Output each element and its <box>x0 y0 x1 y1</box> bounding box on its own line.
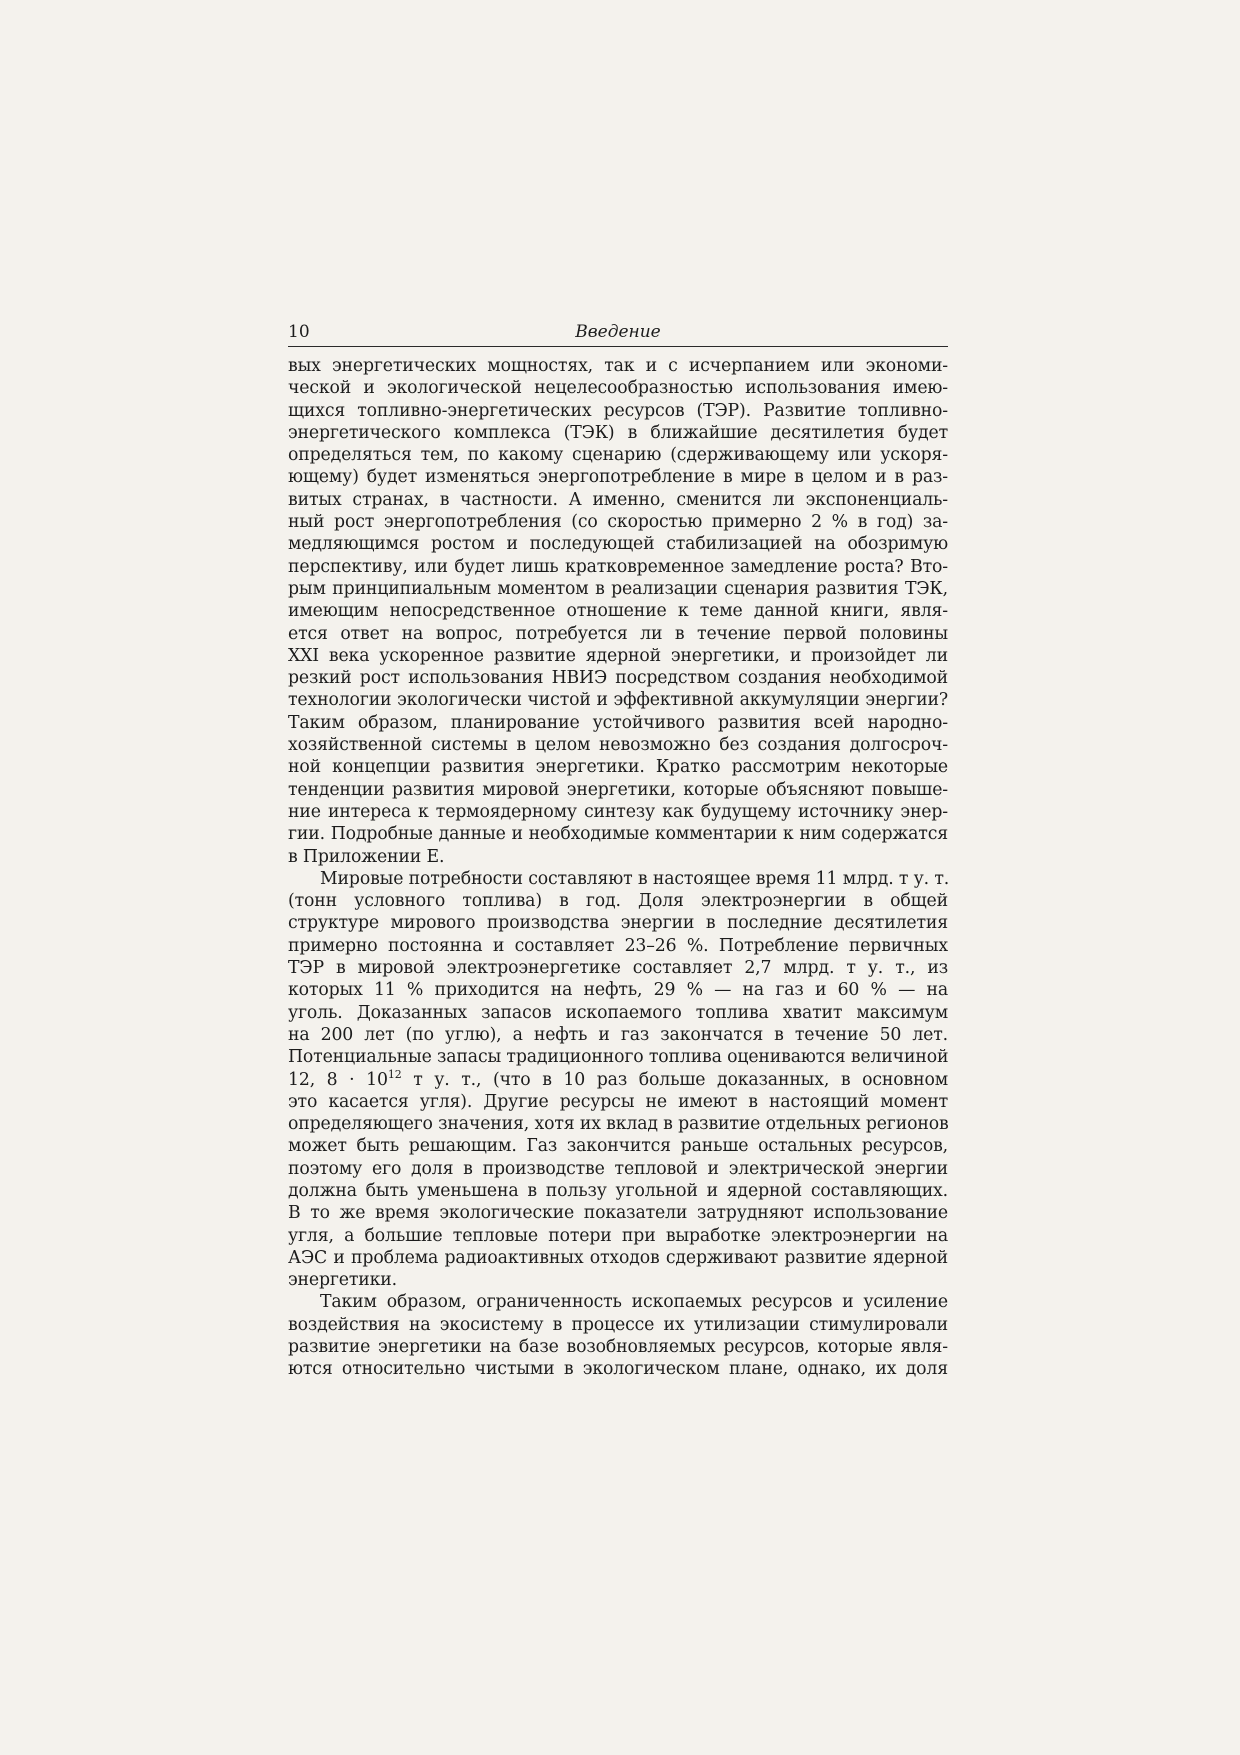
body-text <box>288 355 948 1381</box>
text-line: примерно постоянна и составляет 23–26 %. Потребление первичных <box>288 935 948 956</box>
text-line: энергетики. <box>288 1270 398 1291</box>
book-page <box>288 318 948 1381</box>
text-line: вых энергетических мощностях, так и с исчерпанием или экономи- <box>288 356 948 376</box>
text-line: ный рост энергопотребления (со скоростью примерно 2 % в год) за- <box>288 512 948 533</box>
text-line: АЭС и проблема радиоактивных отходов сдерживают развитие ядерной <box>288 1247 948 1268</box>
text-line: (тонн условного топлива) в год. Доля электроэнергии в общей <box>288 891 948 912</box>
text-line: энергетического комплекса (ТЭК) в ближайшие десятилетия будет <box>288 422 948 443</box>
page-number: 10 <box>288 322 310 342</box>
text-line: может быть решающим. Газ закончится раньше остальных ресурсов, <box>288 1136 948 1157</box>
text-line: ТЭР в мировой электроэнергетике составляет 2,7 млрд. т у. т., из <box>288 958 948 979</box>
text-line: в Приложении Е. <box>288 846 445 867</box>
text-line: структуре мирового производства энергии в последние десятилетия <box>288 913 948 934</box>
running-title: Введение <box>575 322 661 342</box>
text-line: В то же время экологические показатели затрудняют использование <box>288 1203 948 1224</box>
text-line: Таким образом, планирование устойчивого развития всей народно- <box>288 712 948 733</box>
text-line: определяющего значения, хотя их вклад в развитие отдельных регионов <box>288 1114 949 1135</box>
text-line: Потенциальные запасы традиционного топлива оцениваются величиной <box>288 1047 949 1068</box>
page-header <box>288 318 948 347</box>
text-line: которых 11 % приходится на нефть, 29 % — на газ и 60 % — на <box>288 980 948 1001</box>
text-line: ние интереса к термоядерному синтезу как будущему источнику энер- <box>288 801 948 822</box>
text-line: гии. Подробные данные и необходимые комментарии к ним содержатся <box>288 824 948 845</box>
text-line: резкий рост использования НВИЭ посредством создания необходимой <box>288 668 948 689</box>
formula-base: 12, 8 · 10 <box>288 1069 388 1090</box>
text-line: должна быть уменьшена в пользу угольной и ядерной составляющих. <box>288 1180 948 1201</box>
text-line: тенденции развития мировой энергетики, которые объясняют повыше- <box>288 779 948 800</box>
text-line: ются относительно чистыми в экологическом плане, однако, их доля <box>288 1359 948 1380</box>
text-line: медляющимся ростом и последующей стабилизацией на обозримую <box>288 534 948 555</box>
text-line: ющему) будет изменяться энергопотребление в мире в целом и в раз- <box>288 467 948 488</box>
text-line: определяться тем, по какому сценарию (сдерживающему или ускоря- <box>288 445 948 466</box>
text-line: щихся топливно-энергетических ресурсов (ТЭР). Развитие топливно- <box>288 400 948 421</box>
text-line: развитие энергетики на базе возобновляемых ресурсов, которые явля- <box>288 1337 948 1358</box>
text-line: XXI века ускоренное развитие ядерной энергетики, и произойдет ли <box>288 645 948 666</box>
text-line: рым принципиальным моментом в реализации сценария развития ТЭК, <box>288 578 948 599</box>
text-line: Таким образом, ограниченность ископаемых ресурсов и усиление <box>320 1292 948 1313</box>
text-line: ной концепции развития энергетики. Кратко рассмотрим некоторые <box>288 757 948 778</box>
text-line: технологии экологически чистой и эффективной аккумуляции энергии? <box>288 690 948 711</box>
text-line: перспективу, или будет лишь кратковременное замедление роста? Вто- <box>288 556 948 577</box>
text-line: Мировые потребности составляют в настоящее время 11 млрд. т у. т. <box>320 868 950 889</box>
text-line: поэтому его доля в производстве тепловой и электрической энергии <box>288 1158 948 1179</box>
formula-rest: т у. т., (что в 10 раз больше доказанных, в основном <box>401 1069 948 1090</box>
text-line: имеющим непосредственное отношение к теме данной книги, явля- <box>288 601 948 622</box>
text-line: воздействия на экосистему в процессе их утилизации стимулировали <box>288 1314 948 1335</box>
text-line: уголь. Доказанных запасов ископаемого топлива хватит максимум <box>288 1002 948 1023</box>
text-line: витых странах, в частности. А именно, сменится ли экспоненциаль- <box>288 489 948 510</box>
text-line: на 200 лет (по углю), а нефть и газ закончатся в течение 50 лет. <box>288 1024 948 1045</box>
text-line: угля, а большие тепловые потери при выработке электроэнергии на <box>288 1225 948 1246</box>
formula-line <box>288 1069 948 1091</box>
formula-exponent: 12 <box>387 1067 402 1081</box>
text-line: это касается угля). Другие ресурсы не имеют в настоящий момент <box>288 1091 948 1112</box>
text-line: хозяйственной системы в целом невозможно без создания долгосроч- <box>288 735 948 756</box>
text-line: ется ответ на вопрос, потребуется ли в течение первой половины <box>288 623 948 644</box>
text-line: ческой и экологической нецелесообразностью использования имею- <box>288 378 948 399</box>
